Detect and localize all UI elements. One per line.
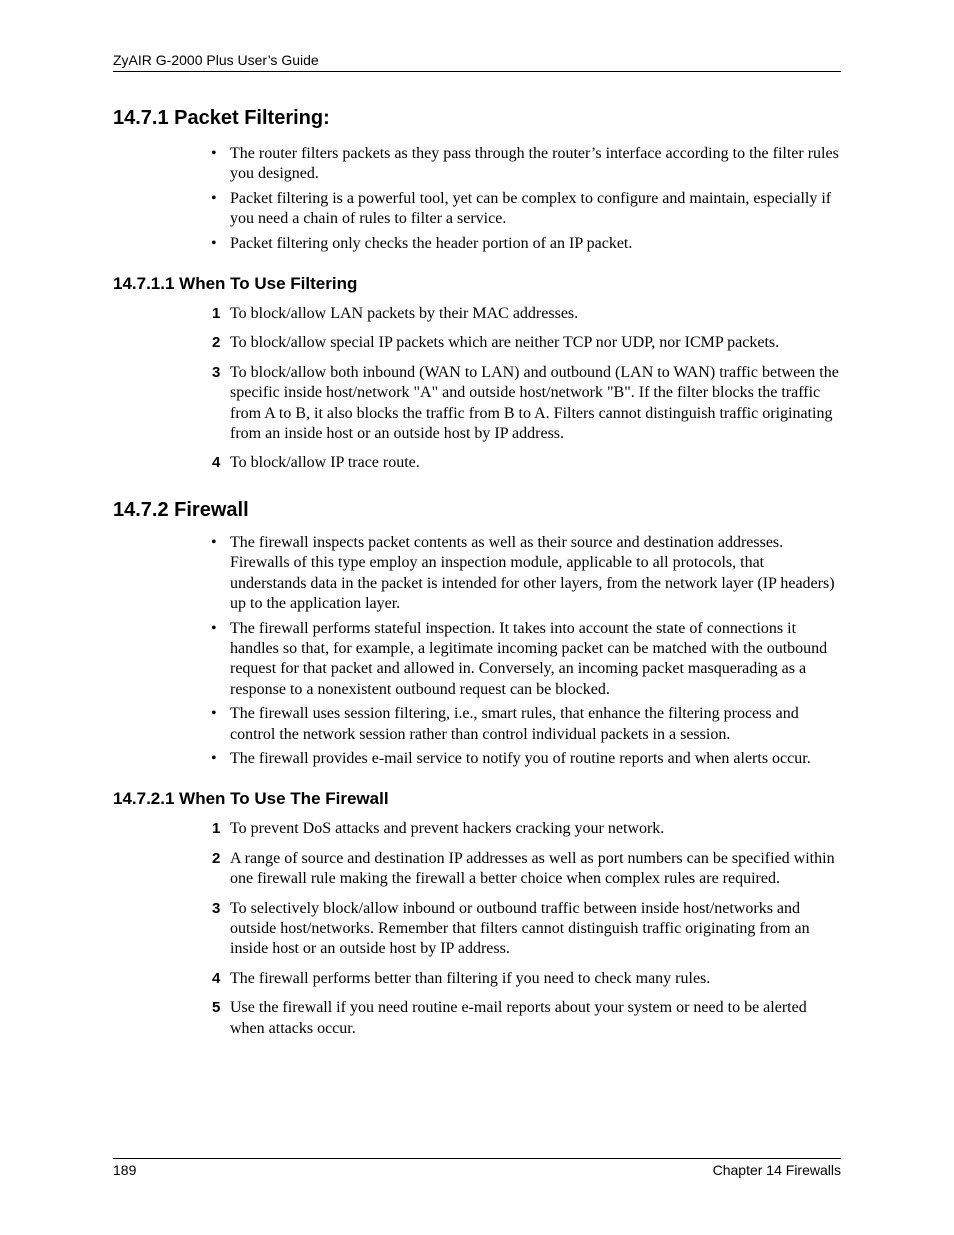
page-number: 189 — [113, 1162, 137, 1178]
section-heading-packet-filtering: 14.7.1 Packet Filtering: — [113, 107, 330, 129]
bullet-item: • Packet filtering is a powerful tool, yet can be complex to configure and maintain, especially if you need a chain of rules to filter a service. — [211, 189, 832, 228]
bullet-item: • Packet filtering only checks the header portion of an IP packet. — [113, 234, 841, 254]
bullet-marker: • — [211, 749, 217, 767]
item-number: 1 — [212, 820, 221, 838]
section-heading-firewall: 14.7.2 Firewall — [113, 498, 249, 521]
item-number: 2 — [212, 334, 221, 352]
footer-rule — [113, 1158, 841, 1159]
item-number: 1 — [212, 305, 221, 323]
bullet-item: • The firewall uses session filtering, i.e., smart rules, that enhance the filtering process and control the network session rather than control individual packets in a session. — [211, 705, 799, 743]
bullet-marker: • — [211, 189, 217, 207]
item-number: 2 — [212, 849, 221, 867]
numbered-item: 4 To block/allow IP trace route. — [113, 453, 841, 473]
page-content — [113, 105, 841, 1039]
header-rule — [113, 71, 841, 72]
numbered-item: 2 A range of source and destination IP addresses as well as port numbers can be specified within one firewall rule making the firewall a better choice when complex rules are required. — [212, 849, 835, 888]
item-number: 5 — [212, 999, 221, 1017]
packet-filtering-bullets — [113, 144, 841, 254]
numbered-item: 2 To block/allow special IP packets which are neither TCP nor UDP, nor ICMP packets. — [113, 333, 841, 353]
bullet-marker: • — [211, 619, 217, 637]
firewall-bullets — [113, 533, 841, 769]
bullet-item: • The firewall provides e-mail service to notify you of routine reports and when alerts occur. — [113, 749, 841, 769]
bullet-marker: • — [211, 705, 217, 723]
bullet-marker: • — [211, 145, 217, 162]
item-number: 4 — [212, 454, 221, 472]
numbered-item: 5 Use the firewall if you need routine e-mail reports about your system or need to be alerted when attacks occur. — [212, 999, 807, 1037]
subsection-heading-when-filtering: 14.7.1.1 When To Use Filtering — [113, 274, 358, 294]
bullet-item: • The firewall inspects packet contents as well as their source and destination addresses. Firewalls of this type employ an inspection module, applicable to all protocols, that understands data in the packet is intended for other layers, from the network layer (IP headers) up to the application layer. — [211, 533, 835, 613]
item-number: 3 — [212, 899, 221, 917]
chapter-label: Chapter 14 Firewalls — [712, 1162, 841, 1178]
item-number: 4 — [212, 969, 221, 987]
numbered-item: 4 The firewall performs better than filtering if you need to check many rules. — [113, 969, 841, 989]
bullet-item: • The firewall performs stateful inspection. It takes into account the state of connections it handles so that, for example, a legitimate incoming packet can be matched with the outbound request for that packet and allowed in. Conversely, an incoming packet masquerading as a response to a nonexistent outbound request can be blocked. — [211, 619, 828, 698]
bullet-item: • The router filters packets as they pass through the router’s interface according to the filter rules you designed. — [211, 145, 839, 183]
bullet-marker: • — [211, 533, 217, 551]
numbered-item: 3 To selectively block/allow inbound or outbound traffic between inside host/networks and outside host/networks. Remember that filters cannot distinguish traffic originating from an inside host or an outside host by IP address. — [212, 899, 810, 958]
when-filtering-list — [113, 304, 841, 474]
when-firewall-list — [113, 819, 841, 1039]
subsection-heading-when-firewall: 14.7.2.1 When To Use The Firewall — [113, 789, 389, 809]
bullet-marker: • — [211, 234, 217, 252]
running-header: ZyAIR G-2000 Plus User’s Guide — [113, 52, 319, 68]
numbered-item: 3 To block/allow both inbound (WAN to LAN) and outbound (LAN to WAN) traffic between the specific inside host/network "A" and outside host/network "B". If the filter blocks the traffic from A to B, it also blocks the traffic from B to A. Filters cannot distinguish traffic originating from an inside host or an outside host by IP address. — [212, 363, 839, 443]
numbered-item: 1 To block/allow LAN packets by their MAC addresses. — [113, 304, 841, 324]
numbered-item: 1 To prevent DoS attacks and prevent hackers cracking your network. — [113, 819, 841, 839]
item-number: 3 — [212, 363, 221, 381]
